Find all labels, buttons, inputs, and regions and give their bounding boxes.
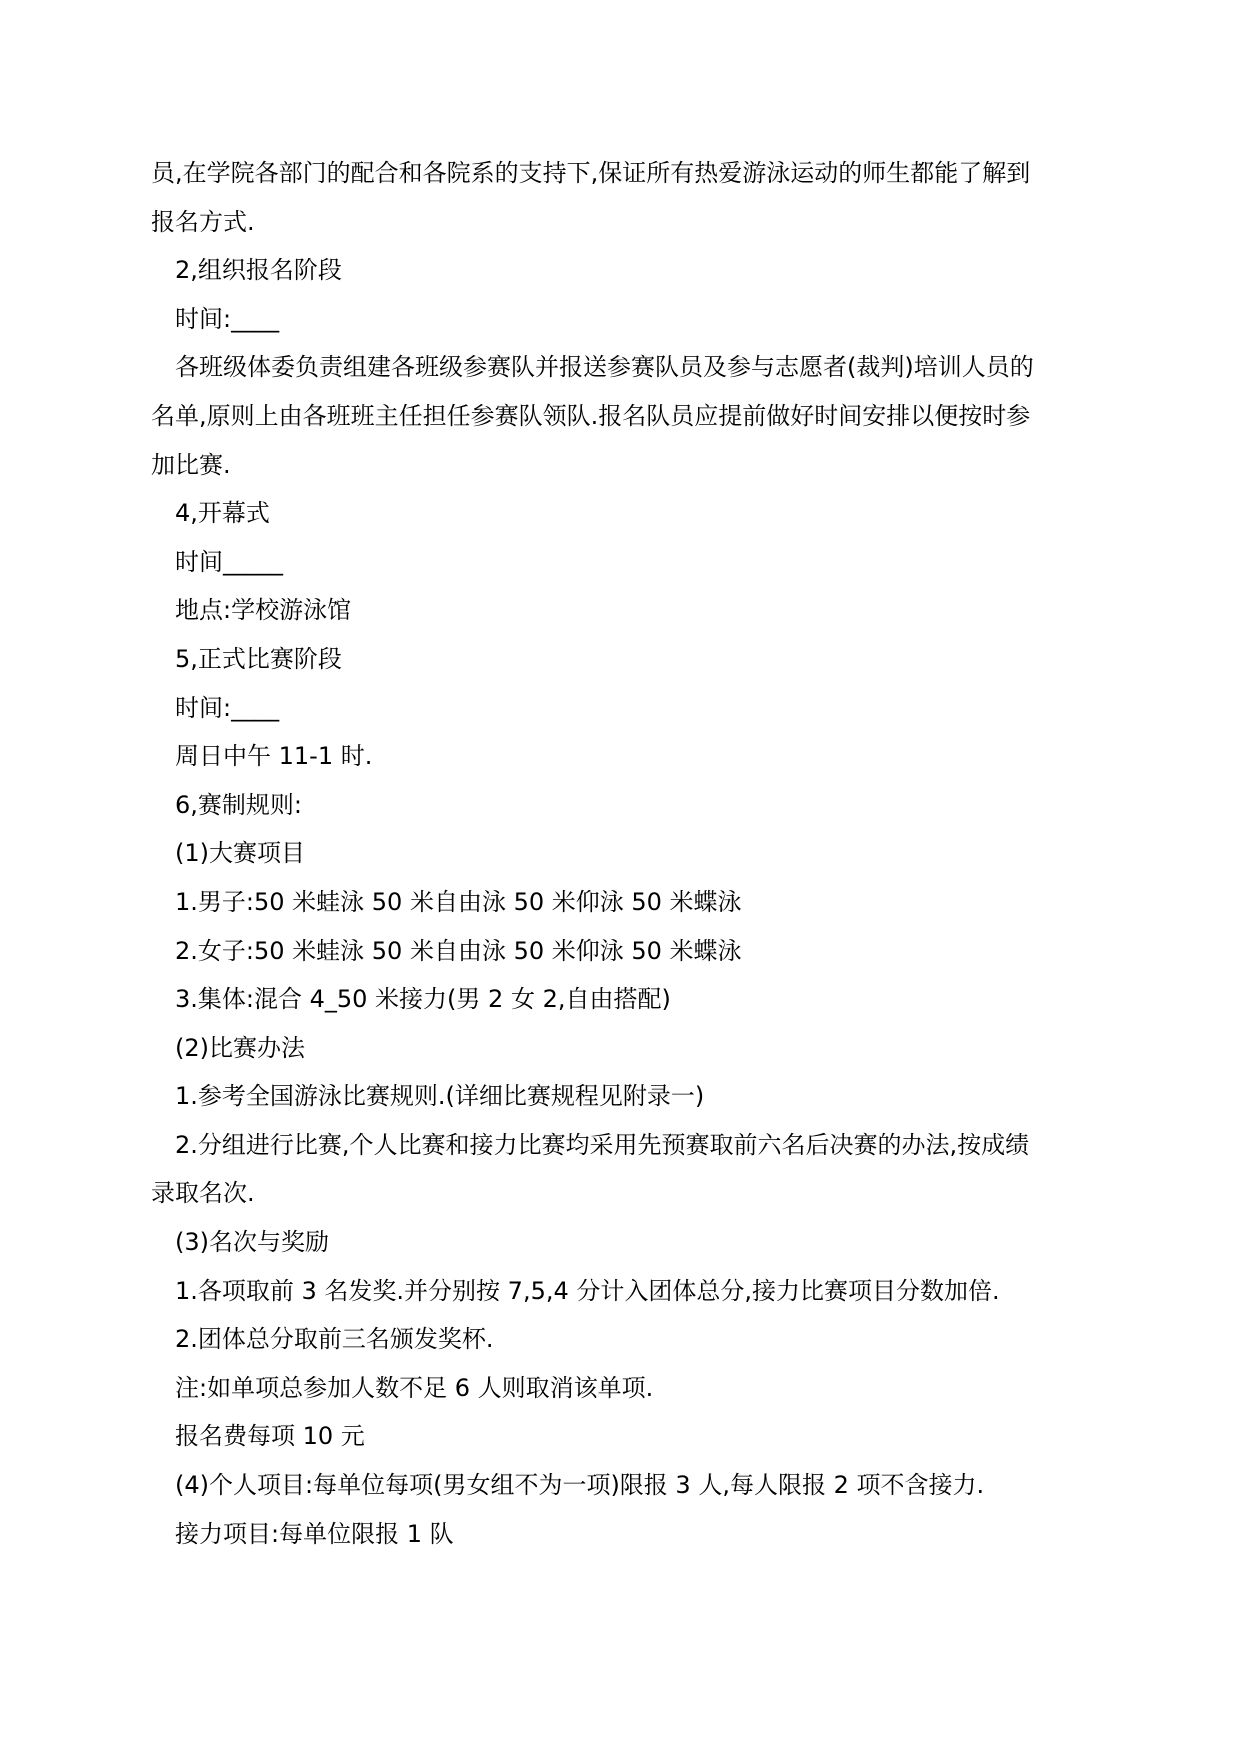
location-line: 地点:学校游泳馆 [175,596,352,625]
paragraph-line: 接力项目:每单位限报 1 队 [175,1519,454,1548]
list-item: 3.集体:混合 4_50 米接力(男 2 女 2,自由搭配) [175,985,671,1014]
paragraph-line: 报名方式. [151,207,255,236]
paragraph-line: 员,在学院各部门的配合和各院系的支持下,保证所有热爱游泳运动的师生都能了解到 [151,159,1031,187]
subsection-heading: (2)比赛办法 [175,1033,305,1062]
section-heading: 2,组织报名阶段 [175,256,342,285]
section-heading: 6,赛制规则: [175,790,302,819]
list-item: 2.分组进行比赛,个人比赛和接力比赛均采用先预赛取前六名后决赛的办法,按成绩 [175,1130,1030,1159]
paragraph-line: 名单,原则上由各班班主任担任参赛队领队.报名队员应提前做好时间安排以便按时参 [151,401,1031,430]
section-heading: 4,开幕式 [175,499,270,528]
document-body [151,149,1091,1558]
list-item: 2.女子:50 米蛙泳 50 米自由泳 50 米仰泳 50 米蝶泳 [175,936,742,965]
paragraph-line: 加比赛. [151,450,231,479]
paragraph-line: 录取名次. [151,1179,255,1208]
note-line: 注:如单项总参加人数不足 6 人则取消该单项. [175,1373,654,1402]
time-line: 时间:____ [175,304,280,333]
section-heading: 5,正式比赛阶段 [175,644,342,673]
subsection-heading: (4)个人项目:每单位每项(男女组不为一项)限报 3 人,每人限报 2 项不含接力. [175,1471,985,1500]
fee-line: 报名费每项 10 元 [175,1422,365,1451]
subsection-heading: (3)名次与奖励 [175,1228,329,1257]
paragraph-line: 各班级体委负责组建各班级参赛队并报送参赛队员及参与志愿者(裁判)培训人员的 [175,353,1034,382]
time-line: 时间:____ [175,693,280,722]
list-item: 2.团体总分取前三名颁发奖杯. [175,1325,494,1354]
schedule-line: 周日中午 11-1 时. [175,742,373,771]
subsection-heading: (1)大赛项目 [175,839,305,868]
list-item: 1.参考全国游泳比赛规则.(详细比赛规程见附录一) [175,1082,705,1111]
list-item: 1.男子:50 米蛙泳 50 米自由泳 50 米仰泳 50 米蝶泳 [175,887,742,916]
list-item: 1.各项取前 3 名发奖.并分别按 7,5,4 分计入团体总分,接力比赛项目分数加倍. [175,1276,1000,1305]
time-line: 时间_____ [175,547,283,576]
